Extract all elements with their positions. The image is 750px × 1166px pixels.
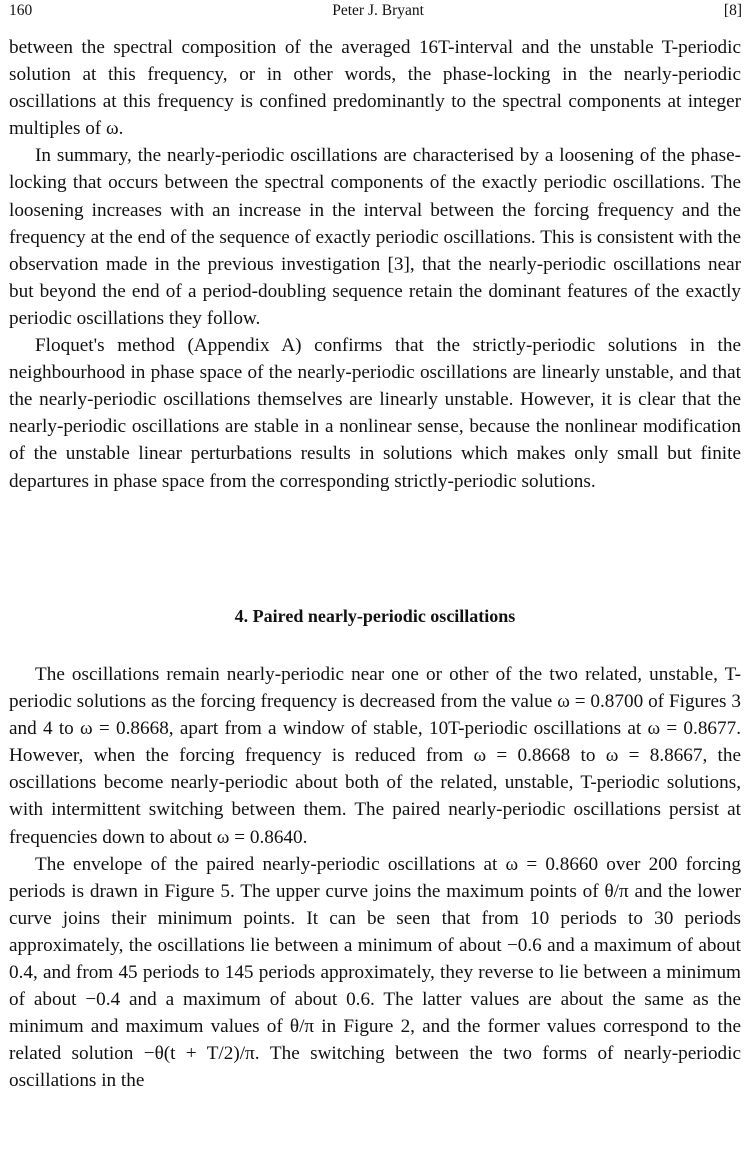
paragraph-frequency-decrease: The oscillations remain nearly-periodic near one or other of the two related, unstable, T-periodic solutions as the forcing frequency is decreased from the value ω = 0.8700 of Figures 3 and 4 to ω = 0.8668, apart from a window of stable, 10T-periodic oscillations at ω = 0.8677. However, when the forcing frequency is reduced from ω = 0.8668 to ω = 8.8667, the oscillations become nearly-periodic about both of the related, unstable, T-periodic solutions, with intermittent switching between them. The paired nearly-periodic oscillations persist at frequencies down to about ω = 0.8640. [9,664,741,848]
running-header [9,2,742,22]
body-text-section4 [9,661,741,1095]
paragraph-floquet: Floquet's method (Appendix A) confirms that the strictly-periodic solutions in the neighbourhood in phase space of the nearly-periodic oscillations are linearly unstable, and that the nearly-periodic oscillations themselves are linearly unstable. However, it is clear that the nearly-periodic oscillations are stable in a nonlinear sense, because the nonlinear modification of the unstable linear perturbations results in solutions which makes only small but finite departures in phase space from the corresponding strictly-periodic solutions. [9,335,741,492]
paragraph-continuation: between the spectral composition of the averaged 16T-interval and the unstable T-periodic solution at this frequency, or in other words, the phase-locking in the nearly-periodic oscillations at this frequency is confined predominantly to the spectral components at integer multiples of ω. [9,37,741,140]
running-title: Peter J. Bryant [332,2,424,19]
body-text-top [9,34,741,495]
page-number: 160 [9,2,33,19]
paragraph-summary: In summary, the nearly-periodic oscillations are characterised by a loosening of the phase-locking that occurs between the spectral components of the exactly periodic oscillations. The loosening increases with an increase in the interval between the forcing frequency and the frequency at the end of the sequence of exactly periodic oscillations. This is consistent with the observation made in the previous investigation [3], that the nearly-periodic oscillations near but beyond the end of a period-doubling sequence retain the dominant features of the exactly periodic oscillations they follow. [9,145,741,329]
paragraph-envelope: The envelope of the paired nearly-periodic oscillations at ω = 0.8660 over 200 forcing periods is drawn in Figure 5. The upper curve joins the maximum points of θ/π and the lower curve joins their minimum points. It can be seen that from 10 periods to 30 periods approximately, the oscillations lie between a minimum of about −0.6 and a maximum of about 0.4, and from 45 periods to 145 periods approximately, they reverse to lie between a minimum of about −0.4 and a maximum of about 0.6. The latter values are about the same as the minimum and maximum values of θ/π in Figure 2, and the former values correspond to the related solution −θ(t + T/2)/π. The switching between the two forms of nearly-periodic oscillations in the [9,853,741,1092]
chapter-tag: [8] [723,2,742,19]
section-heading: 4. Paired nearly-periodic oscillations [234,606,516,626]
